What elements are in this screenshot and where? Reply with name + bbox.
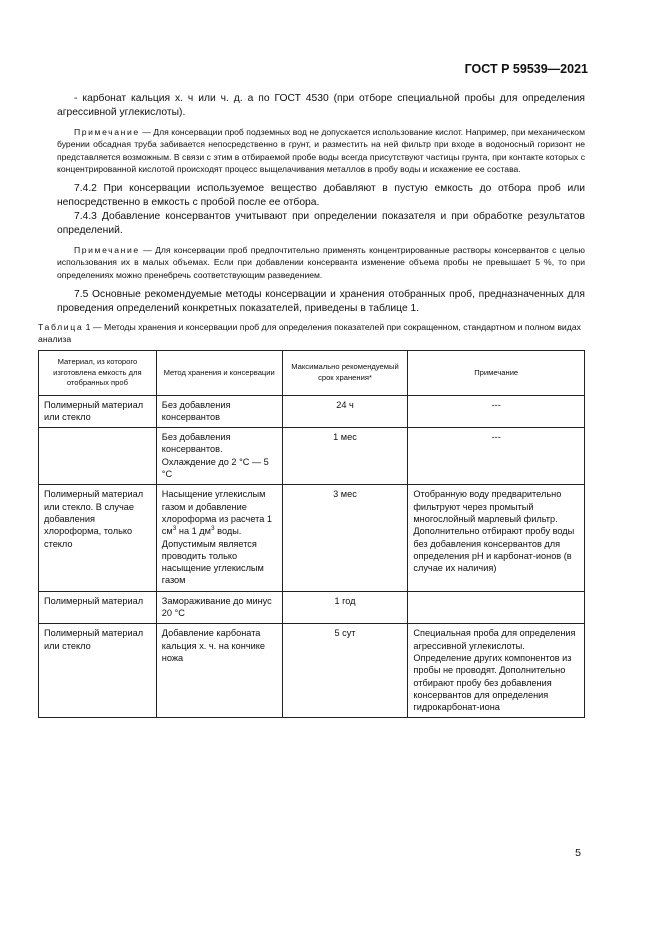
header-max-storage: Максимально рекомендуемый срок хранения*	[282, 351, 408, 396]
cell-material: Полимерный материал	[39, 591, 157, 624]
note-1-text: — Для консервации проб подземных вод не допускается использование кислот. Например, при механическом бурении обсадная труба забивается непосредственно в грунт, и разместить на ней фильтр при входе в водоносный горизонт не представляется возможным. В связи с этим в отбираемой пробе воды всегда присутствуют частицы грунта, при контакте которых с концентрированной кислотой происходят процесс выщелачивания металлов в пробу воды и искажение ее состава.	[57, 127, 585, 174]
table-row	[39, 428, 585, 485]
note-1-label: Примечание	[74, 127, 140, 137]
table-header-row	[39, 351, 585, 396]
cell-material	[39, 428, 157, 485]
note-2-text: — Для консервации проб предпочтительно применять концентрированные растворы консервантов с целью использования их в малых объемах. Если при добавлении консерванта изменение объема пробы не превышает 5 %, то при определениях можно пренебречь соответствующим разведением.	[57, 245, 585, 280]
paragraph-7-4-3: 7.4.3 Добавление консервантов учитывают при определении показателя и при обработке результатов определений.	[57, 211, 585, 237]
cell-note: ---	[408, 395, 585, 428]
superscript: 3	[172, 525, 177, 533]
cell-note: Специальная проба для определения агрессивной углекислоты. Определение других компонентов из пробы не проводят. Дополнительно отбирают пробу без добавления консервантов для определения гидрокарбонат-иона	[408, 624, 585, 718]
cell-note: ---	[408, 428, 585, 485]
table-row	[39, 624, 585, 718]
cell-note: Отобранную воду предварительно фильтруют через промытый многослойный марлевый фильтр. Дополнительно отбирают пробу воды без добавления консервантов для определения рН и карбонат-ионов (в случае их наличия)	[408, 485, 585, 591]
table-caption-text: 1 — Методы хранения и консервации проб для определения показателей при сокращенном, стандартном и полном видах анализа	[38, 322, 582, 344]
cell-storage: 1 мес	[282, 428, 408, 485]
cell-material: Полимерный материал или стекло	[39, 395, 157, 428]
table-row	[39, 395, 585, 428]
cell-storage: 5 сут	[282, 624, 408, 718]
cell-method: Без добавления консервантов. Охлаждение до 2 °С — 5 °С	[156, 428, 282, 485]
table-caption	[38, 322, 585, 345]
note-2	[57, 244, 585, 281]
cell-method	[156, 485, 282, 591]
cell-storage: 3 мес	[282, 485, 408, 591]
cell-note	[408, 591, 585, 624]
note-2-label: Примечание	[74, 245, 140, 256]
method-part-3: воды. Допустимым является проводить только насыщение углекислым газом	[161, 526, 264, 586]
table-row	[39, 485, 585, 591]
header-method: Метод хранения и консервации	[156, 351, 282, 396]
method-part-2: на 1 дм	[176, 526, 211, 537]
paragraph-7-4-2: 7.4.2 При консервации используемое вещество добавляют в пустую емкость до отбора проб или непосредственно в емкость с пробой после ее отбора.	[57, 183, 585, 209]
note-1	[57, 126, 585, 175]
cell-method: Добавление карбоната кальция х. ч. на кончике ножа	[156, 624, 282, 718]
superscript: 3	[210, 525, 215, 533]
page-content	[38, 92, 585, 718]
cell-material: Полимерный материал или стекло. В случае добавления хлороформа, только стекло	[39, 485, 157, 591]
method-part-1: Насыщение углекислым газом и добавление хлороформа из расчета 1 см	[161, 489, 273, 537]
table-caption-label: Таблица	[38, 322, 84, 333]
header-material: Материал, из которого изготовлена емкость для отобранных проб	[39, 351, 157, 396]
paragraph-7-5: 7.5 Основные рекомендуемые методы консервации и хранения отобранных проб, предназначенных для проведения определений конкретных показателей, приведены в таблице 1.	[57, 289, 585, 315]
cell-storage: 24 ч	[282, 395, 408, 428]
header-note: Примечание	[408, 351, 585, 396]
paragraph-calcium-carbonate: - карбонат кальция х. ч или ч. д. а по ГОСТ 4530 (при отборе специальной пробы для определения агрессивной углекислоты).	[57, 93, 585, 118]
cell-method: Без добавления консервантов	[156, 395, 282, 428]
table-row	[39, 591, 585, 624]
document-header: ГОСТ Р 59539—2021	[464, 62, 588, 76]
cell-material: Полимерный материал или стекло	[39, 624, 157, 718]
cell-storage: 1 год	[282, 591, 408, 624]
cell-method: Замораживание до минус 20 °С	[156, 591, 282, 624]
methods-table	[38, 350, 585, 718]
page-number: 5	[575, 847, 581, 859]
